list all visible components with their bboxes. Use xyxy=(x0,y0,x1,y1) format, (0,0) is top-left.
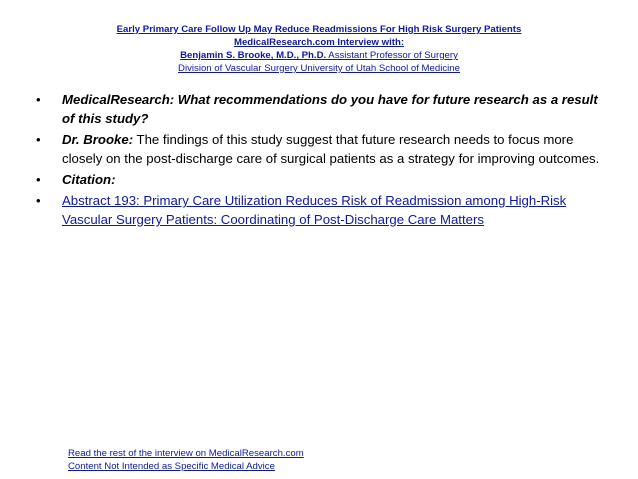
read-more-link[interactable]: Read the rest of the interview on MedicalResearch.com xyxy=(68,448,304,459)
citation-label: Citation: xyxy=(62,172,116,187)
slide-footer xyxy=(68,447,304,473)
author-link[interactable] xyxy=(0,49,638,62)
answer-speaker: Dr. Brooke: xyxy=(62,132,134,147)
interview-link[interactable]: MedicalResearch.com Interview with: xyxy=(233,37,405,48)
author-role: Assistant Professor of Surgery xyxy=(326,50,458,61)
answer-text: The findings of this study suggest that future research needs to focus more closely on the post-discharge care of surgical patients as a strategy for improving outcomes. xyxy=(62,132,600,166)
slide-header xyxy=(0,23,638,75)
affiliation-link[interactable]: Division of Vascular Surgery University of Utah School of Medicine xyxy=(178,63,460,74)
article-title-link[interactable]: Early Primary Care Follow Up May Reduce Readmissions For High Risk Surgery Patients xyxy=(116,24,522,35)
list-item xyxy=(36,130,611,168)
bullet-icon: • xyxy=(36,92,41,107)
disclaimer-link[interactable]: Content Not Intended as Specific Medical Advice xyxy=(68,461,275,472)
list-item xyxy=(36,191,611,229)
bullet-list xyxy=(36,90,611,231)
author-name: Benjamin S. Brooke, M.D., Ph.D. xyxy=(180,50,327,61)
question-text: MedicalResearch: What recommendations do you have for future research as a result of this study? xyxy=(62,92,598,126)
citation-link[interactable]: Abstract 193: Primary Care Utilization Reduces Risk of Readmission among High-Risk Vascular Surgery Patients: Coordinating of Post-Discharge Care Matters xyxy=(62,193,567,227)
list-item xyxy=(36,90,611,128)
bullet-icon: • xyxy=(36,132,41,147)
list-item xyxy=(36,170,611,189)
bullet-icon: • xyxy=(36,193,41,208)
bullet-icon: • xyxy=(36,172,41,187)
